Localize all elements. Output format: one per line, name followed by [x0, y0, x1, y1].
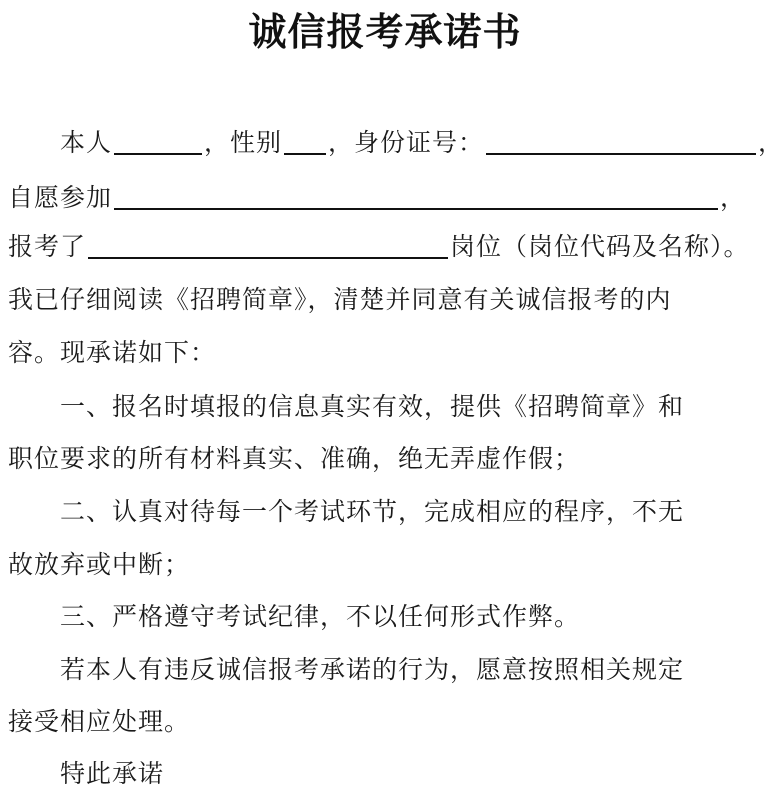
- position-suffix: 岗位（岗位代码及名称）。: [450, 232, 750, 261]
- gender-label: ，性别: [204, 128, 283, 157]
- line1-end-comma: ，: [758, 128, 784, 157]
- commitment-item-1-cont: 职位要求的所有材料真实、准确，绝无弄虚作假；: [8, 444, 581, 473]
- position-blank[interactable]: [88, 231, 448, 259]
- exam-label: 自愿参加: [8, 183, 113, 212]
- line2-end-comma: ，: [720, 183, 747, 212]
- position-line: [8, 230, 750, 264]
- exam-line: [8, 181, 746, 215]
- position-label: 报考了: [8, 232, 87, 261]
- id-number-blank[interactable]: [486, 127, 756, 155]
- commitment-item-2-cont: 故放弃或中断；: [8, 550, 191, 579]
- closing-line-cont: 接受相应处理。: [8, 707, 191, 736]
- gender-blank[interactable]: [284, 127, 326, 155]
- commitment-item-1: 一、报名时填报的信息真实有效，提供《招聘简章》和: [60, 392, 685, 421]
- exam-name-blank[interactable]: [114, 182, 718, 210]
- paragraph-line: 容。现承诺如下：: [8, 338, 217, 367]
- commitment-item-2: 二、认真对待每一个考试环节，完成相应的程序，不无: [60, 497, 685, 526]
- paragraph-line: 我已仔细阅读《招聘简章》，清楚并同意有关诚信报考的内: [8, 285, 672, 314]
- closing-line: 若本人有违反诚信报考承诺的行为，愿意按照相关规定: [60, 655, 685, 684]
- sign-off: 特此承诺: [60, 759, 165, 788]
- name-label: 本人: [60, 128, 113, 157]
- id-label: ，身份证号：: [328, 128, 485, 157]
- commitment-item-3: 三、严格遵守考试纪律，不以任何形式作弊。: [60, 602, 581, 631]
- document-title: 诚信报考承诺书: [248, 10, 522, 54]
- name-blank[interactable]: [114, 127, 202, 155]
- personal-info-line: [60, 126, 784, 160]
